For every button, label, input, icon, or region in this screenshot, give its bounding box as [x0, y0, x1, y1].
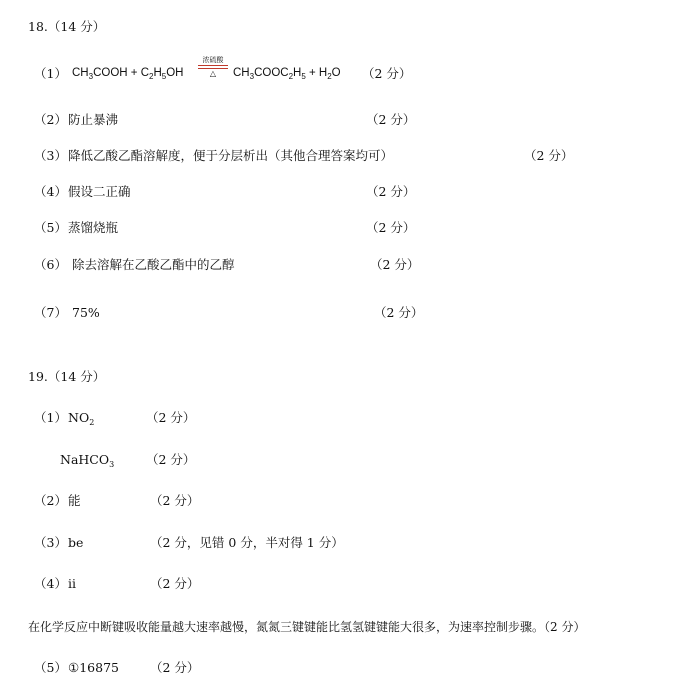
q18-header: 18.（14 分）	[28, 19, 106, 34]
q19-item1-num: （1）	[34, 410, 67, 425]
q18-item2-text: 防止暴沸	[68, 112, 119, 127]
q18-item4-score: （2 分）	[366, 184, 416, 199]
q19-item3-num: （3）	[34, 535, 67, 550]
q18-item2-num: （2）	[34, 112, 67, 127]
heat-symbol: △	[209, 69, 217, 78]
q19-item1-score: （2 分）	[146, 410, 196, 425]
q18-item3-num: （3）	[34, 148, 67, 163]
reaction-condition	[198, 56, 228, 78]
q19-item3-score: （2 分，见错 0 分，半对得 1 分）	[150, 535, 344, 550]
q18-item4-num: （4）	[34, 184, 67, 199]
q19-item4-score: （2 分）	[150, 576, 200, 591]
q18-item6-text: 除去溶解在乙酸乙酯中的乙醇	[72, 257, 235, 272]
q19-item2-num: （2）	[34, 493, 67, 508]
q19-item1b-score: （2 分）	[146, 452, 196, 467]
q19-header: 19.（14 分）	[28, 369, 106, 384]
q18-item5-score: （2 分）	[366, 220, 416, 235]
q18-item1-score: （2 分）	[362, 66, 412, 81]
q18-equation-products: $CH_3COOC_2H_5 + H_2O$	[233, 67, 341, 81]
catalyst-label: 浓硫酸	[202, 56, 224, 64]
q19-item5-text: ①16875	[68, 660, 119, 675]
reactant1: $CH_3COOH$	[72, 67, 128, 81]
q18-item5-text: 蒸馏烧瓶	[68, 220, 119, 235]
q19-explanation: 在化学反应中断键吸收能量越大速率越慢，氮氮三键键能比氢氢键键能大很多，为速率控制步骤。（2 分）	[28, 620, 586, 634]
product2: $H_2O$	[318, 67, 341, 81]
q19-item1-answer: $NO_2$	[68, 410, 95, 427]
q18-item4-text: 假设二正确	[68, 184, 131, 199]
q18-item3-text: 降低乙酸乙酯溶解度，便于分层析出（其他合理答案均可）	[68, 148, 394, 163]
reactant2: $C_2H_5OH$	[140, 67, 184, 81]
q18-item1-num: （1）	[34, 66, 67, 81]
q18-item6-score: （2 分）	[370, 257, 420, 272]
q18-item7-num: （7）	[34, 305, 67, 320]
q18-item6-num: （6）	[34, 257, 67, 272]
q18-item5-num: （5）	[34, 220, 67, 235]
q19-item5-score: （2 分）	[150, 660, 200, 675]
q18-item7-score: （2 分）	[374, 305, 424, 320]
q19-item1b-answer: NaHCO$_3$	[60, 452, 115, 469]
q19-item5-num: （5）	[34, 660, 67, 675]
q18-equation-reactants: $CH_3COOH + C_2H_5OH$	[72, 67, 184, 81]
q18-item2-score: （2 分）	[366, 112, 416, 127]
q18-item7-text: 75%	[72, 305, 100, 320]
q19-item4-num: （4）	[34, 576, 67, 591]
q19-item2-score: （2 分）	[150, 493, 200, 508]
q18-item3-score: （2 分）	[524, 148, 574, 163]
q19-item2-text: 能	[68, 493, 81, 508]
q19-item3-text: be	[68, 535, 84, 550]
q19-item4-text: ii	[68, 576, 76, 591]
product1: $CH_3COOC_2H_5$	[233, 67, 306, 81]
